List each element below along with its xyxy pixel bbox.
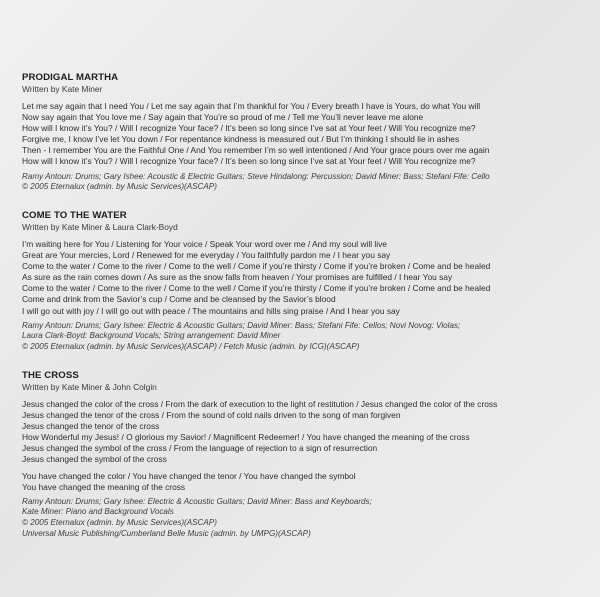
lyric-line: Now say again that You love me / Say again that You’re so proud of me / Tell me You’ll never leave me alone — [22, 112, 424, 123]
credit-line: Universal Music Publishing/Cumberland Belle Music (admin. by UMPG)(ASCAP) — [22, 528, 311, 538]
lyric-line: I will go out with joy / I will go out with peace / The mountains and hills sing praise / And I hear you say — [22, 305, 400, 316]
song-come-to-the-water — [22, 210, 594, 352]
song-writer: Written by Kate Miner — [22, 84, 103, 94]
lyric-line: As sure as the rain comes down / As sure as the snow falls from heaven / Your promises are fulfilled / I hear You say — [22, 272, 453, 283]
credit-line: Ramy Antoun: Drums; Gary Ishee: Acoustic & Electric Guitars; Steve Hindalong: Percussion; David Miner: Bass; Stefani Fife: Cello — [22, 171, 490, 181]
credits-block — [22, 497, 594, 539]
credit-line: Kate Miner: Piano and Background Vocals — [22, 507, 174, 517]
lyric-line: Then - I remember You are the Faithful One / And You remember I’m so well intentioned / And Your grace pours over me again — [22, 145, 490, 156]
credit-line: Laura Clark-Boyd: Background Vocals; String arrangement: David Miner — [22, 331, 281, 341]
lyric-line: How Wonderful my Jesus! / O glorious my Savior! / Magnificent Redeemer! / You have changed the meaning of the cross — [22, 432, 470, 443]
song-title: PRODIGAL MARTHA — [22, 72, 119, 83]
lyric-line: Jesus changed the tenor of the cross / From the sound of cold nails driven to the song of man forgiven — [22, 410, 401, 421]
lyric-line: I’m waiting here for You / Listening for Your voice / Speak Your word over me / And my soul will live — [22, 239, 387, 249]
credit-line: © 2005 Eternalux (admin. by Music Services)(ASCAP) / Fetch Music (admin. by ICG)(ASCAP) — [22, 341, 360, 351]
credits-block — [22, 172, 594, 193]
lyric-line: How will I know it’s You? / Will I recognize Your face? / It’s been so long since I’ve sat at Your feet / Will You recognize me? — [22, 156, 476, 167]
song-the-cross — [22, 370, 594, 539]
lyrics-block — [22, 101, 594, 168]
song-title: COME TO THE WATER — [22, 210, 127, 221]
lyrics-block — [22, 399, 594, 466]
lyric-line: You have changed the meaning of the cross — [22, 481, 186, 492]
lyric-line: Come to the water / Come to the river / Come to the well / Come if you’re thirsty / Come if you’re broken / Come and be healed — [22, 261, 491, 272]
credits-block — [22, 321, 594, 353]
credit-line: © 2005 Eternalux (admin. by Music Services)(ASCAP) — [22, 182, 217, 192]
lyrics-block-chorus — [22, 471, 594, 493]
song-writer: Written by Kate Miner & John Colgin — [22, 382, 157, 392]
lyric-line: You have changed the color / You have changed the tenor / You have changed the symbol — [22, 470, 356, 481]
lyric-line: Great are Your mercies, Lord / Renewed for me everyday / You faithfully pardon me / I hear you say — [22, 250, 391, 261]
lyric-line: Jesus changed the symbol of the cross — [22, 454, 167, 465]
credit-line: Ramy Antoun: Drums; Gary Ishee: Electric & Acoustic Guitars; David Miner: Bass; Stefani Fife: Cellos; Novi Novog: Violas; — [22, 320, 461, 330]
lyric-line: Let me say again that I need You / Let me say again that I’m thankful for You / Every breath I have is Yours, do what You will — [22, 101, 481, 111]
lyric-line: How will I know it’s You? / Will I recognize Your face? / It’s been so long since I’ve sat at Your feet / Will You recognize me? — [22, 123, 476, 134]
lyrics-block — [22, 239, 594, 317]
lyric-line: Come and drink from the Savior’s cup / Come and be cleansed by the Savior’s blood — [22, 294, 336, 305]
lyric-line: Jesus changed the tenor of the cross — [22, 421, 160, 432]
song-title: THE CROSS — [22, 370, 79, 381]
song-prodigal-martha — [22, 72, 594, 193]
credit-line: Ramy Antoun: Drums; Gary Ishee: Electric & Acoustic Guitars; David Miner: Bass and Keyboards; — [22, 496, 372, 506]
lyric-line: Jesus changed the symbol of the cross / From the language of rejection to a sign of resurrection — [22, 443, 378, 454]
lyric-line: Come to the water / Come to the river / Come to the well / Come if you’re thirsty / Come if you’re broken / Come and be healed — [22, 283, 491, 294]
lyric-line: Jesus changed the color of the cross / From the dark of execution to the light of restitution / Jesus changed the color of the cross — [22, 399, 498, 409]
lyric-line: Forgive me, I know I’ve let You down / For repentance kindness is measured out / But I’m thinking I should lie in ashes — [22, 134, 460, 145]
credit-line: © 2005 Eternalux (admin. by Music Services)(ASCAP) — [22, 517, 217, 527]
song-writer: Written by Kate Miner & Laura Clark-Boyd — [22, 222, 178, 232]
